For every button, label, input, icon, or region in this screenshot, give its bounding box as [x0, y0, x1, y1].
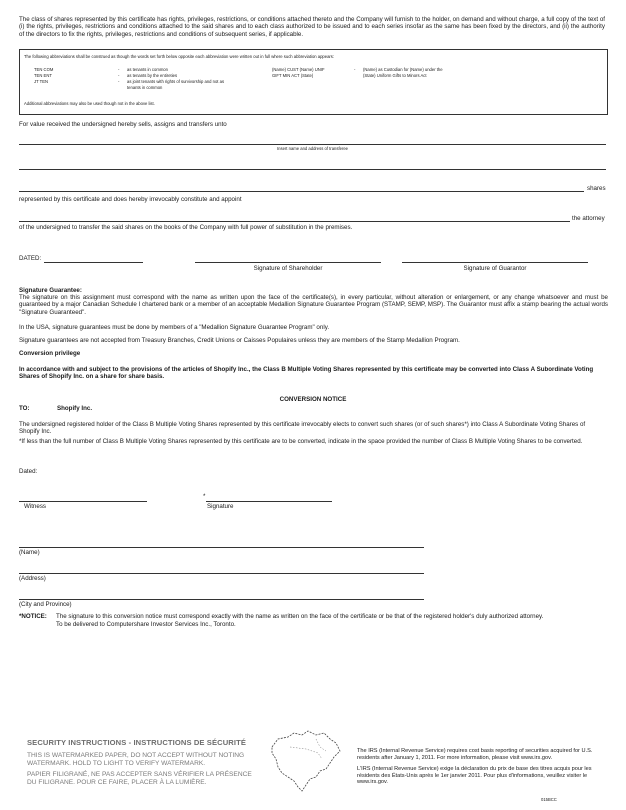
abbrev-desc-ten-com: as tenants in common	[127, 67, 168, 72]
attorney-label: the attorney	[572, 215, 605, 222]
irs-english-notice: The IRS (Internal Revenue Service) requires cost basis reporting of securities acquired for U.S. residents after January 1, 2011. For more information, please visit www.irs.gov.	[357, 748, 593, 761]
transferee-caption: Insert name and address of transferee	[277, 146, 348, 151]
conversion-dated-label: Dated:	[19, 468, 38, 475]
abbrev-desc-ten-ent: as tenants by the entireties	[127, 73, 178, 78]
of-undersigned-text: of the undersigned to transfer the said shares on the books of the Company with full power of substitution in the premises.	[19, 224, 353, 231]
abbreviations-box	[19, 49, 608, 115]
abbrev-custodian-line2: (State) Uniform Gifts to Minors Act	[363, 73, 427, 78]
irs-french-notice: L'IRS (Internal Revenue Service) exige la déclaration du prix de base des titres acquis pour les résidents des États-Unis après le 1er janvier 2011. Pour plus d'informations, veuillez visiter le www.irs.gov.	[357, 766, 592, 786]
security-fr-line1: PAPIER FILIGRANÉ, NE PAS ACCEPTER SANS VÉRIFIER LA PRÉSENCE	[27, 771, 252, 778]
notice-text: The signature to this conversion notice must correspond exactly with the name as written on the face of the certificate or be that of the registered holder's duly authorized attorney.	[56, 613, 544, 620]
dated-label: DATED:	[19, 255, 42, 262]
abbrev-desc-jt-ten: as joint tenants with rights of survivorship and not as	[127, 79, 225, 84]
abbreviations-footer: Additional abbreviations may also be used though not in the above list.	[24, 101, 155, 106]
abbrev-dash: -	[118, 67, 120, 72]
abbrev-code-ten-com: TEN COM	[34, 67, 54, 72]
city-line[interactable]	[19, 599, 424, 600]
security-en-line2: WATERMARK. HOLD TO LIGHT TO VERIFY WATERMARK.	[27, 760, 206, 767]
transferee-line[interactable]	[19, 144, 606, 145]
transferee-line-2[interactable]	[19, 169, 606, 170]
abbreviations-heading: The following abbreviations shall be construed as though the words set forth below opposite each abbreviation were written out in full where such abbreviation appears:	[24, 54, 335, 59]
signature-guarantee-heading: Signature Guarantee:	[19, 287, 82, 294]
address-label: (Address)	[19, 575, 46, 582]
delivery-text: To be delivered to Computershare Investor Services Inc., Toronto.	[56, 621, 236, 628]
north-america-map-icon	[266, 729, 346, 793]
dated-line[interactable]	[44, 262, 143, 263]
name-label: (Name)	[19, 549, 40, 556]
intro-paragraph: The class of shares represented by this certificate has rights, privileges, restrictions, or conditions attached thereto and the Company will furnish to the holder, on demand and without charge, a full copy of the text of (i) the rights, privileges, restrictions and conditions attached to the said shares and to each class authorized to be issued and to each series insofar as the same has been fixed by the directors, and (ii) the authority of the directors to fix the rights, privileges, restrictions and conditions of subsequent series, if applicable.	[19, 16, 605, 38]
not-accepted-text: Signature guarantees are not accepted from Treasury Branches, Credit Unions or Caisses Populaires unless they are members of the Stamp Medallion Program.	[19, 337, 460, 344]
abbrev-dash: -	[118, 73, 120, 78]
notice-label: *NOTICE:	[19, 613, 47, 620]
map-outline	[266, 729, 346, 793]
abbrev-dash: -	[118, 79, 120, 84]
partial-conversion-footnote: *If less than the full number of Class B Multiple Voting Shares represented by this certificate are to be converted, indicate in the space provided the number of Class B Multiple Voting Shares to be converted.	[19, 438, 583, 445]
conversion-signature-label: Signature	[207, 503, 234, 510]
conversion-signature-line[interactable]	[206, 501, 332, 502]
form-code: 015BCC	[541, 797, 557, 802]
signature-of-guarantor-label: Signature of Guarantor	[463, 265, 527, 272]
witness-line[interactable]	[19, 501, 147, 502]
abbrev-unif-line2: GIFT MIN ACT (State)	[272, 73, 314, 78]
shares-line[interactable]	[19, 191, 584, 192]
guarantor-signature-line[interactable]	[402, 262, 588, 263]
usa-guarantee-text: In the USA, signature guarantees must be done by members of a "Medallion Signature Guarantee Program" only.	[19, 324, 330, 331]
name-line[interactable]	[19, 547, 424, 548]
abbrev-unif-line1: (Name) CUST (Name) UNIF	[272, 67, 325, 72]
to-label: TO:	[19, 405, 30, 412]
abbrev-dash: -	[354, 67, 356, 72]
attorney-line[interactable]	[19, 221, 570, 222]
represented-text: represented by this certificate and does hereby irrevocably constitute and appoint	[19, 196, 242, 203]
to-company: Shopify Inc.	[57, 405, 93, 412]
witness-label: Witness	[24, 503, 47, 510]
signature-of-shareholder-label: Signature of Shareholder	[253, 265, 323, 272]
conversion-privilege-paragraph: In accordance with and subject to the provisions of the articles of Shopify Inc., the Class B Multiple Voting Shares represented by this certificate may be converted into Class A Subordinate Voting Shares of Shopify Inc. on a share for share basis.	[19, 366, 594, 381]
for-value-text: For value received the undersigned hereby sells, assigns and transfers unto	[19, 121, 227, 128]
conversion-privilege-heading: Conversion privilege	[19, 350, 81, 357]
abbrev-code-jt-ten: JT TEN	[34, 79, 49, 84]
abbrev-custodian-line1: (Name) as Custodian for (Name) under the	[363, 67, 443, 72]
signature-asterisk: *	[203, 493, 206, 500]
city-label: (City and Province)	[19, 601, 72, 608]
conversion-election-paragraph: The undersigned registered holder of the Class B Multiple Voting Shares represented by this certificate irrevocably elects to convert such shares (or of such shares*) into Class A Subordinate Voting Shares of Shopify Inc.	[19, 421, 586, 436]
security-fr-line2: DU FILIGRANE. POUR CE FAIRE, PLACER À LA LUMIÈRE.	[27, 779, 207, 786]
signature-guarantee-paragraph: The signature on this assignment must correspond with the name as written upon the face of the certificate(s), in every particular, without alteration or enlargement, or any change whatsoever and must be guaranteed by a major Canadian Schedule I chartered bank or a member of an acceptable Medallion Signature Guarantee Program (STAMP, SEMP, MSP). The Guarantor must affix a stamp bearing the actual words "Signature Guaranteed".	[19, 294, 608, 316]
abbrev-desc-jt-ten-cont: tenants in common	[127, 85, 163, 90]
security-en-line1: THIS IS WATERMARKED PAPER, DO NOT ACCEPT WITHOUT NOTING	[27, 752, 245, 759]
shareholder-signature-line[interactable]	[195, 262, 381, 263]
shares-label: shares	[587, 185, 606, 192]
address-line[interactable]	[19, 573, 424, 574]
security-instructions-title: SECURITY INSTRUCTIONS - INSTRUCTIONS DE SÉCURITÉ	[27, 738, 246, 747]
abbrev-code-ten-ent: TEN ENT	[34, 73, 52, 78]
conversion-notice-title: CONVERSION NOTICE	[279, 396, 347, 403]
